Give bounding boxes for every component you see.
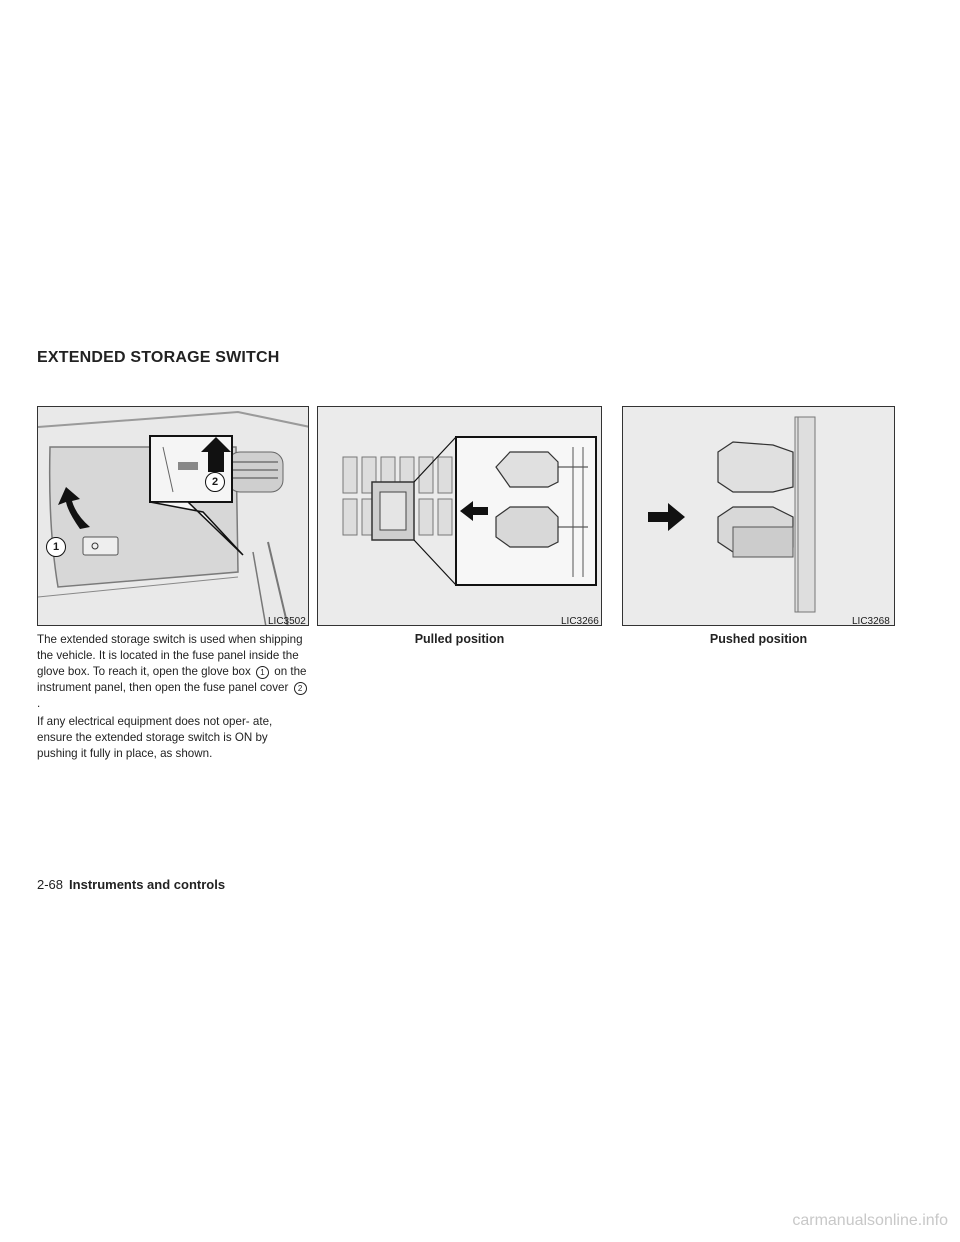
figure-code: LIC3268: [852, 616, 890, 627]
paragraph-text: on the instrument panel, then open the fuse panel cover: [37, 665, 307, 694]
callout-1: 1: [46, 537, 66, 557]
figure-code: LIC3266: [561, 616, 599, 627]
callout-2-inline: 2: [294, 682, 307, 695]
figure-caption: Pushed position: [709, 632, 808, 646]
watermark: carmanualsonline.info: [792, 1212, 948, 1229]
chapter-title: Instruments and controls: [69, 877, 226, 892]
page-number: 2-68: [37, 877, 64, 892]
page-footer: [37, 877, 225, 892]
callout-1-inline: 1: [256, 666, 269, 679]
figure-pushed-position: [622, 406, 895, 626]
paragraph-location: [37, 632, 309, 712]
paragraph-instructions: If any electrical equipment does not oper- ate, ensure the extended storage switch is ON by pushing it fully in place, as shown.: [37, 715, 273, 760]
pulled-position-illustration: [318, 407, 602, 626]
figure-caption: Pulled position: [414, 632, 505, 646]
glove-box-illustration: [38, 407, 309, 626]
figure-code: LIC3502: [268, 616, 306, 627]
paragraph-text: .: [37, 697, 41, 710]
section-heading: EXTENDED STORAGE SWITCH: [37, 349, 280, 366]
figure-glove-box: [37, 406, 309, 626]
figure-pulled-position: [317, 406, 602, 626]
callout-2: 2: [205, 472, 225, 492]
paragraph-text: The extended storage switch is used when shipping the vehicle. It is located in the fuse panel inside the glove box. To reach it, open the glove box: [37, 633, 303, 678]
pushed-position-illustration: [623, 407, 895, 626]
